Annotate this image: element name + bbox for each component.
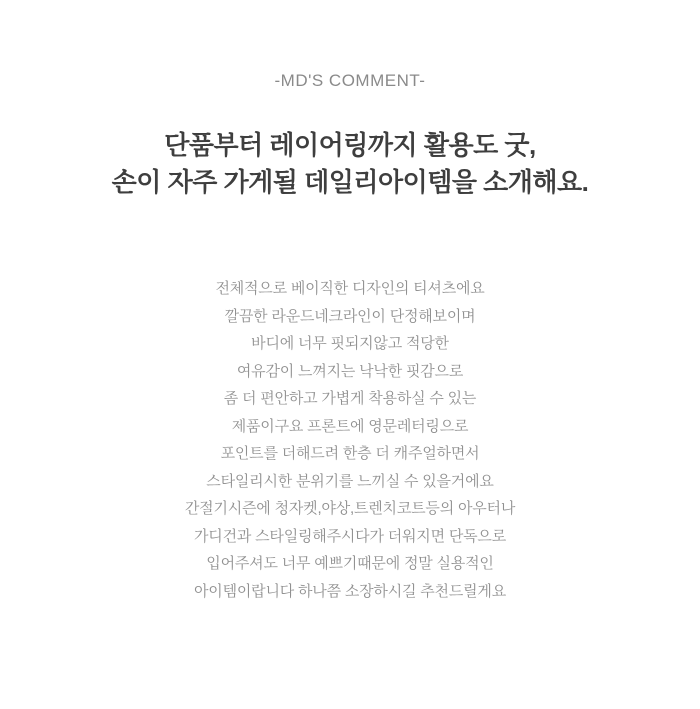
description-line: 여유감이 느껴지는 낙낙한 핏감으로 (236, 362, 464, 380)
description-line: 가디건과 스타일링해주시다가 더워지면 단독으로 (194, 527, 506, 545)
description-line: 포인트를 더해드려 한층 더 캐주얼하면서 (220, 445, 480, 462)
product-description (0, 275, 700, 605)
description-line: 바디에 너무 핏되지않고 적당한 (251, 335, 449, 352)
description-line: 제품이구요 프론트에 영문레터링으로 (231, 417, 469, 435)
description-line: 스타일리시한 분위기를 느끼실 수 있을거에요 (206, 472, 494, 490)
headline-line-1: 단품부터 레이어링까지 활용도 굿, (164, 130, 536, 160)
section-label: -MD'S COMMENT- (274, 71, 426, 90)
description-line: 전체적으로 베이직한 디자인의 티셔츠에요 (215, 280, 485, 297)
headline (0, 127, 700, 201)
description-line: 아이템이랍니다 하나쯤 소장하시길 추천드릴게요 (194, 582, 506, 600)
description-line: 입어주셔도 너무 예쁘기때문에 정말 실용적인 (206, 555, 494, 572)
description-line: 간절기시즌에 청자켓,야상,트렌치코트등의 아우터나 (184, 500, 516, 517)
description-line: 깔끔한 라운드네크라인이 단정해보이며 (224, 307, 476, 325)
headline-line-2: 손이 자주 가게될 데일리아이템을 소개해요. (111, 167, 589, 197)
description-line: 좀 더 편안하고 가볍게 착용하실 수 있는 (223, 390, 477, 407)
